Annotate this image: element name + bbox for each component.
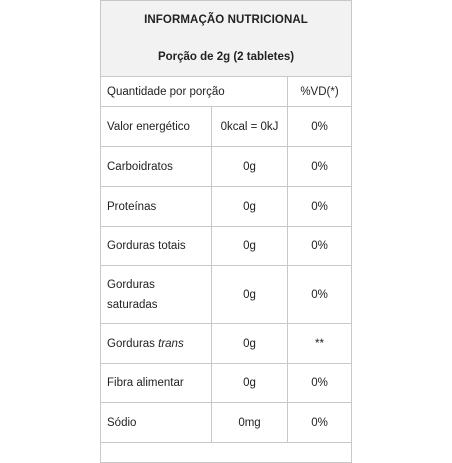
row-name-cell: [101, 364, 212, 403]
row-name-cell: [101, 266, 212, 324]
table-title-cell: [101, 1, 352, 39]
row-amount: 0g: [243, 288, 256, 301]
table-row: [101, 324, 352, 364]
row-amount-cell: [212, 107, 288, 147]
row-name: Gorduras totais: [107, 240, 186, 252]
row-amount: 0kcal = 0kJ: [220, 120, 279, 133]
table-row: [101, 364, 352, 403]
row-name-suffix: trans: [158, 337, 184, 350]
row-amount: 0mg: [238, 416, 261, 429]
row-amount: 0g: [243, 337, 256, 350]
table-row: [101, 403, 352, 443]
serving-size: Porção de 2g (2 tabletes): [157, 51, 295, 64]
vd-header-label: %VD(*): [300, 85, 339, 98]
row-vd: 0%: [311, 120, 328, 133]
row-name-cell: [101, 107, 212, 147]
row-vd: 0%: [311, 377, 328, 389]
row-amount: 0g: [243, 200, 256, 213]
table-row: [101, 147, 352, 187]
row-name: Valor energético: [107, 120, 190, 133]
table-header-serving-row: [101, 39, 352, 77]
nutrition-facts-table: [100, 0, 352, 463]
column-header-row: [101, 77, 352, 107]
quantity-header-label: Quantidade por porção: [107, 85, 225, 98]
table-row-partial: [101, 443, 352, 463]
row-amount-cell: [212, 324, 288, 364]
table-row: [101, 107, 352, 147]
row-vd-cell: [288, 227, 352, 266]
row-amount-cell: [212, 364, 288, 403]
row-vd: 0%: [311, 160, 328, 173]
row-name-cell: [101, 147, 212, 187]
row-name: Proteínas: [107, 200, 157, 213]
vd-header-cell: [288, 77, 352, 107]
row-vd: **: [315, 337, 324, 350]
table-header-title-row: [101, 1, 352, 39]
row-vd-cell: [288, 187, 352, 227]
row-amount-cell: [212, 403, 288, 443]
quantity-header-cell: [101, 77, 288, 107]
row-amount: 0g: [243, 377, 256, 389]
row-vd: 0%: [311, 288, 328, 301]
row-amount: 0g: [243, 160, 256, 173]
row-name-cell: [101, 187, 212, 227]
table-row: [101, 227, 352, 266]
row-name-line2: saturadas: [107, 298, 158, 311]
row-amount-cell: [212, 227, 288, 266]
row-amount: 0g: [243, 240, 256, 252]
row-vd: 0%: [311, 200, 328, 213]
row-name-cell: [101, 403, 212, 443]
row-vd: 0%: [311, 240, 328, 252]
row-amount-cell: [212, 187, 288, 227]
row-vd-cell: [288, 107, 352, 147]
row-vd-cell: [288, 266, 352, 324]
row-name-cell: [101, 324, 212, 364]
row-name-line1: Gorduras: [107, 278, 155, 291]
row-name-prefix: Gorduras: [107, 337, 155, 350]
row-name-cell: [101, 227, 212, 266]
table-title: INFORMAÇÃO NUTRICIONAL: [144, 13, 308, 26]
partial-cell: [101, 443, 352, 463]
row-name: Fibra alimentar: [107, 377, 184, 389]
row-name: Carboidratos: [107, 160, 173, 173]
row-vd: 0%: [311, 416, 328, 429]
row-vd-cell: [288, 324, 352, 364]
row-vd-cell: [288, 403, 352, 443]
row-vd-cell: [288, 147, 352, 187]
serving-size-cell: [101, 39, 352, 77]
row-amount-cell: [212, 147, 288, 187]
table-row: [101, 266, 352, 324]
table-row: [101, 187, 352, 227]
row-amount-cell: [212, 266, 288, 324]
row-vd-cell: [288, 364, 352, 403]
row-name: Sódio: [107, 416, 137, 429]
